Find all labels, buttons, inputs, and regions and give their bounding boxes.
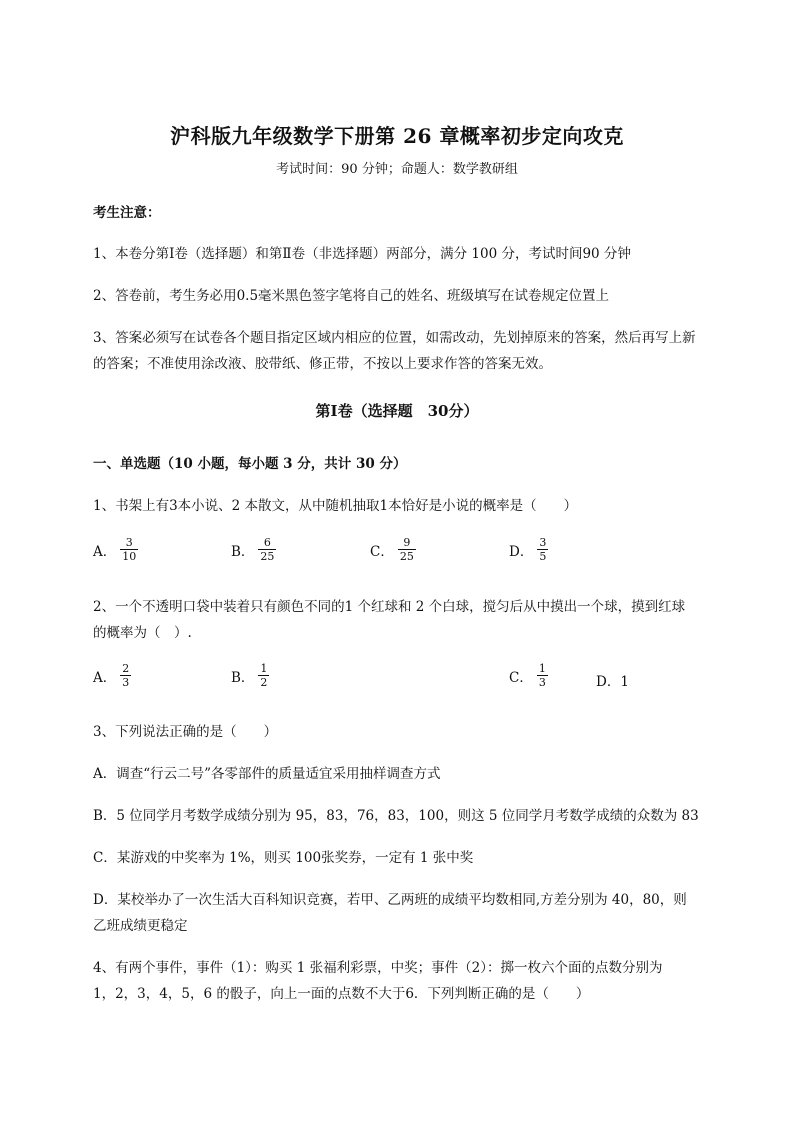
- numerator: 3: [539, 536, 547, 549]
- option-label: C．: [370, 543, 394, 560]
- q2-option-a: [93, 662, 131, 689]
- option-label: B．: [231, 669, 255, 686]
- q2-stem-line2: 的概率为（ ）.: [93, 625, 192, 641]
- fraction: [537, 662, 548, 689]
- option-label: A．: [93, 669, 117, 686]
- q3-option-c: C．某游戏的中奖率为 1%，则买 100张奖券，一定有 1 张中奖: [93, 850, 474, 866]
- exam-info: 考试时间：90 分钟；命题人：数学教研组: [276, 162, 518, 177]
- numerator: 9: [403, 536, 411, 549]
- numerator: 2: [122, 662, 130, 675]
- denominator: 3: [538, 676, 546, 689]
- notice-item-2: 2、答卷前，考生务必用0.5毫米黑色签字笔将自己的姓名、班级填写在试卷规定位置上: [93, 288, 610, 304]
- notice-heading: 考生注意：: [93, 205, 161, 221]
- denominator: 10: [122, 550, 137, 563]
- denominator: 25: [399, 550, 414, 563]
- fraction: [258, 662, 269, 689]
- q4-stem-line1: 4、有两个事件，事件（1）：购买 1 张福利彩票，中奖；事件（2）：掷一枚六个面的点数分别为: [93, 960, 663, 976]
- q3-option-d-line2: 乙班成绩更稳定: [93, 918, 188, 934]
- notice-item-3-line2: 的答案；不准使用涂改液、胶带纸、修正带，不按以上要求作答的答案无效。: [93, 356, 552, 372]
- fraction: [537, 536, 548, 563]
- q3-stem: 3、下列说法正确的是（ ）: [93, 724, 278, 740]
- denominator: 5: [539, 550, 547, 563]
- notice-item-1: 1、本卷分第Ⅰ卷（选择题）和第Ⅱ卷（非选择题）两部分，满分 100 分，考试时间90 分钟: [93, 246, 631, 262]
- fraction: [398, 536, 416, 563]
- part1-title: 第Ⅰ卷（选择题 30分）: [315, 402, 479, 420]
- q3-option-d-line1: D．某校举办了一次生活大百科知识竞赛，若甲、乙两班的成绩平均数相同,方差分别为 40，80，则: [93, 892, 687, 908]
- fraction: [120, 662, 131, 689]
- q2-option-d: D．1: [596, 674, 629, 690]
- page-title: 沪科版九年级数学下册第 26 章概率初步定向攻克: [170, 124, 624, 148]
- option-label: A．: [93, 543, 117, 560]
- q3-option-a: A．调查“行云二号”各零部件的质量适宜采用抽样调查方式: [93, 766, 441, 782]
- numerator: 1: [538, 662, 546, 675]
- numerator: 1: [260, 662, 268, 675]
- option-label: D．: [509, 543, 534, 560]
- option-label: B．: [231, 543, 255, 560]
- q2-stem-line1: 2、一个不透明口袋中装着只有颜色不同的1 个红球和 2 个白球，搅匀后从中摸出一个球，摸到红球: [93, 599, 686, 615]
- q1-option-d: [509, 536, 548, 563]
- q2-option-c: [509, 662, 548, 689]
- option-label: C．: [509, 669, 533, 686]
- numerator: 6: [263, 536, 271, 549]
- fraction: [120, 536, 138, 563]
- q1-option-a: [93, 536, 138, 563]
- section-heading: 一、单选题（10 小题，每小题 3 分，共计 30 分）: [93, 456, 407, 472]
- q1-option-c: [370, 536, 416, 563]
- q3-option-b: B．5 位同学月考数学成绩分别为 95，83，76，83，100，则这 5 位同学月考数学成绩的众数为 83: [93, 808, 699, 824]
- notice-item-3-line1: 3、答案必须写在试卷各个题目指定区域内相应的位置，如需改动，先划掉原来的答案，然后再写上新: [93, 330, 696, 346]
- q1-stem: 1、书架上有3本小说、2 本散文，从中随机抽取1本恰好是小说的概率是（ ）: [93, 498, 578, 514]
- numerator: 3: [125, 536, 133, 549]
- fraction: [258, 536, 276, 563]
- q2-option-b: [231, 662, 269, 689]
- q1-option-b: [231, 536, 276, 563]
- denominator: 3: [122, 676, 130, 689]
- denominator: 25: [260, 550, 275, 563]
- q4-stem-line2: 1，2，3，4，5，6 的骰子，向上一面的点数不大于6．下列判断正确的是（ ）: [93, 986, 590, 1002]
- denominator: 2: [260, 676, 268, 689]
